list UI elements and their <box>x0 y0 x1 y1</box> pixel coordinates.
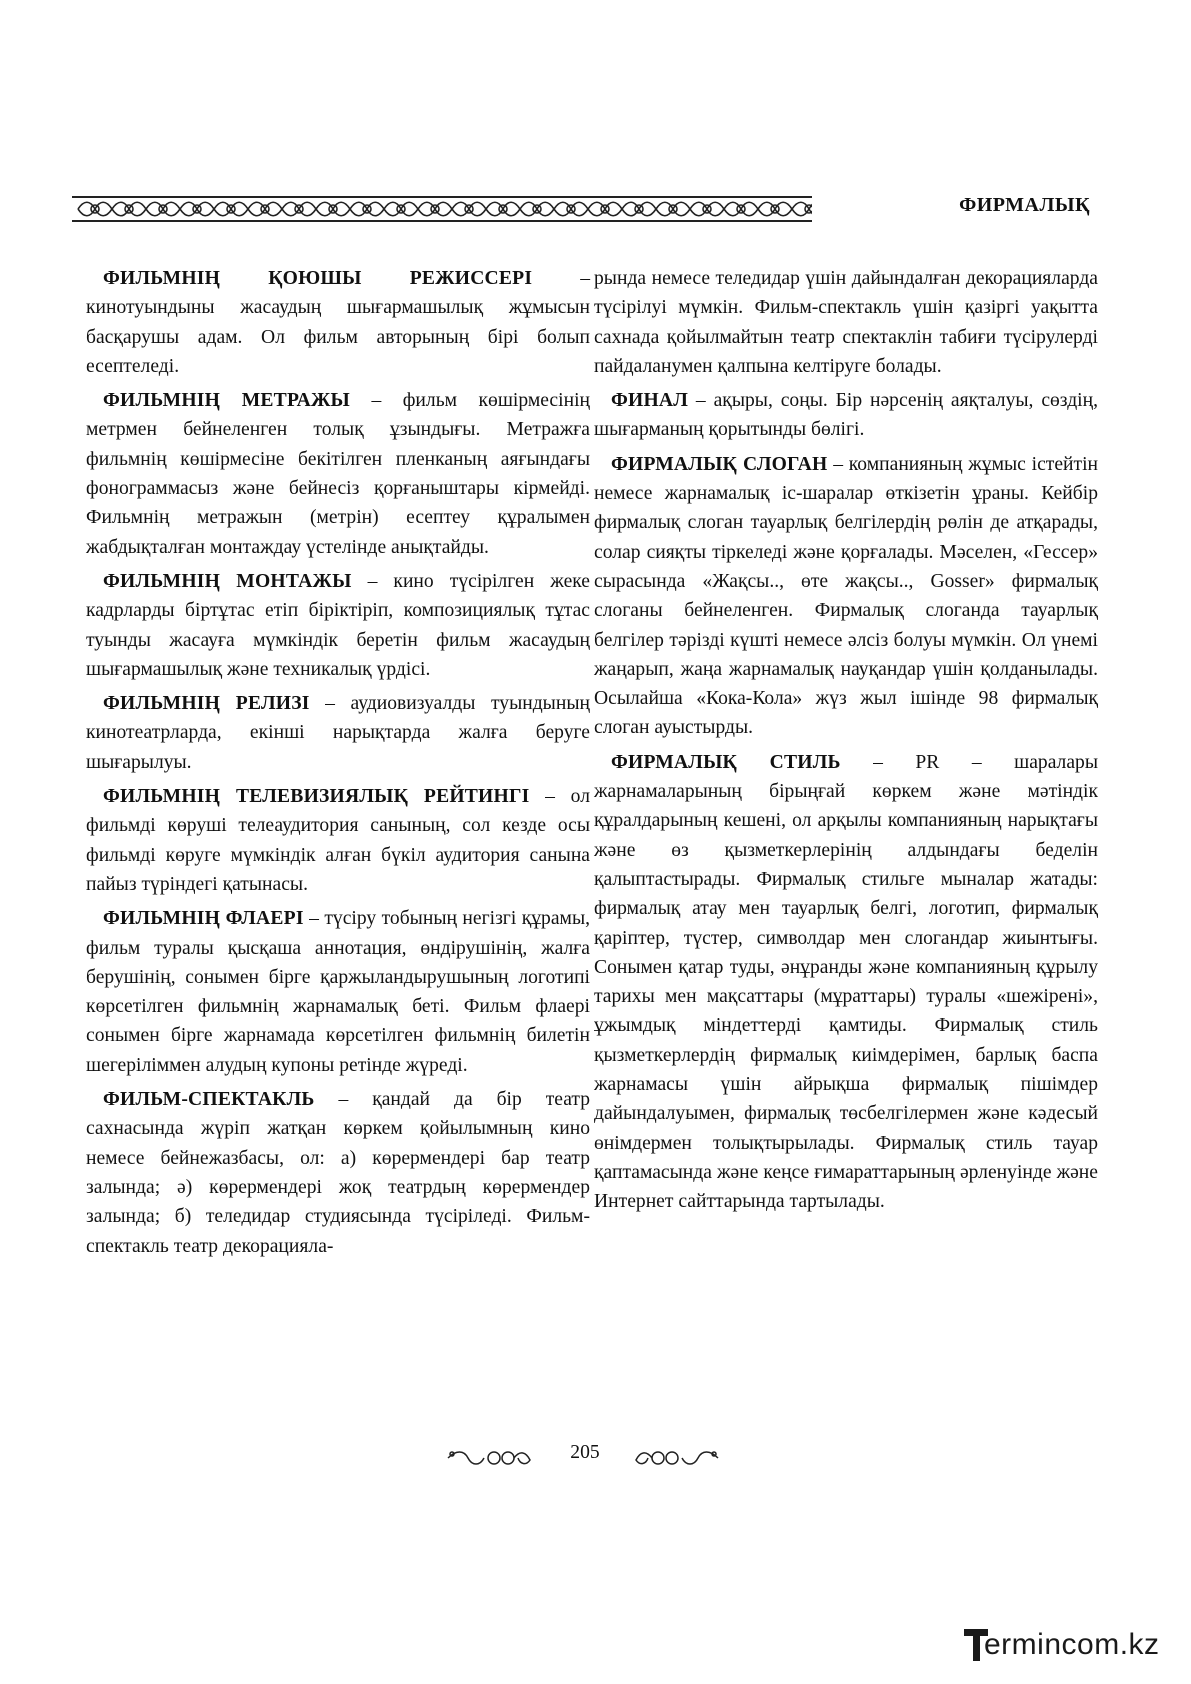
dictionary-entry <box>86 386 590 562</box>
entry-term: ФИЛЬМНІҢ РЕЛИЗІ <box>103 693 310 715</box>
entry-term: ФИЛЬМНІҢ ФЛАЕРІ <box>103 908 304 930</box>
dictionary-entry <box>86 782 590 899</box>
running-head: ФИРМАЛЫҚ <box>959 194 1090 216</box>
entry-definition: – кино түсірілген жеке кадрларды біртұтас етіп біріктіріп, композициялық тұтас туынды жасауға мүмкіндік беретін фильм жасаудың шығармашылық және техникалық үрдісі. <box>86 570 590 680</box>
page-number: 205 <box>570 1442 600 1463</box>
entry-definition: – қандай да бір театр сахнасында жүріп жатқан көркем қойылымның кино немесе бейнежазбасы, ол: а) көрермендері бар театр залында; ә) көрермендері жоқ театрдың көрермендер залында; б) теледидар студиясында түсіріледі. Фильм-спектакль театр декорацияла- <box>86 1089 590 1257</box>
entry-definition: – түсіру тобының негізгі құрамы, фильм туралы қысқаша аннотация, өндірушінің, жалға берушінің, сонымен бірге қаржыландырушының логотипі көрсетілген фильмнің жарнамалық беті. Фильм флаері сонымен бірге жарнамада көрсетілген фильмнің билетін шегеріліммен алудың купоны ретінде жүреді. <box>86 908 591 1076</box>
entry-definition: – ақыры, соңы. Бір нәрсенің аяқталуы, сөздің, шығарманың қорытынды бөлігі. <box>594 390 1098 441</box>
entry-term: ФИЛЬМ-СПЕКТАКЛЬ <box>103 1089 315 1111</box>
dictionary-entry <box>86 264 590 381</box>
header-ornament-band <box>72 194 812 224</box>
entry-term: ФИЛЬМНІҢ МЕТРАЖЫ <box>103 390 350 412</box>
dictionary-entry <box>86 567 590 684</box>
dictionary-entry <box>594 450 1098 743</box>
entry-term: ФИЛЬМНІҢ ТЕЛЕВИЗИЯЛЫҚ РЕЙТИНГІ <box>103 786 530 808</box>
entry-definition: – аудиовизуалды туындының кинотеатрларда, екінші нарықтарда жалға беруге шығарылуы. <box>86 693 590 773</box>
watermark-logo <box>964 1627 1174 1667</box>
dictionary-entry-continuation <box>594 264 1098 381</box>
dictionary-entry <box>86 689 590 777</box>
dictionary-entry <box>86 904 590 1080</box>
entry-definition: – компанияның жұмыс істейтін немесе жарнамалық іс-шаралар өткізетін ұраны. Кейбір фирмалық слоган тауарлық белгілердің рөлін де атқарады, солар сияқты тіркеледі және қорғалады. Мәселен, «Гессер» сырасында «Жақсы.., өте жақсы.., Gosser» фирмалық слоганы бейнеленген. Фирмалық слоганда тауарлық белгілер тәрізді күшті немесе әлсіз болуы мүмкін. Ол үнемі жаңарып, жаңа жарнамалық науқандар үшін қолданылады. Осылайша «Кока-Кола» жүз жыл ішінде 98 фирмалық слоган ауыстырды. <box>594 453 1099 739</box>
entry-term: ФИНАЛ <box>611 390 689 412</box>
entry-definition: – фильм көшірмесінің метрмен бейнеленген толық ұзындығы. Метражға фильмнің көшірмесіне бекітілген пленканың аяғындағы фонограммасыз және бейнесіз қорғаныштары кірмейді. Фильмнің метражын (метрін) есептеу құралымен жабдықталған монтаждау үстелінде анықтайды. <box>86 390 590 558</box>
entry-term: ФИРМАЛЫҚ СЛОГАН <box>611 453 828 475</box>
watermark-text: ermincom.kz <box>984 1628 1160 1661</box>
left-column <box>86 264 590 1266</box>
footer-ornament-left <box>446 1446 532 1470</box>
dictionary-entry <box>594 386 1098 445</box>
dictionary-entry <box>86 1085 590 1261</box>
entry-term: ФИЛЬМНІҢ ҚОЮШЫ РЕЖИССЕРІ <box>103 268 533 289</box>
dictionary-entry <box>594 748 1098 1217</box>
footer-ornament-right <box>634 1446 720 1470</box>
entry-term: ФИРМАЛЫҚ СТИЛЬ <box>611 751 841 773</box>
entry-definition: – ол фильмді көруші телеаудитория санының, сол кезде осы фильмді көруге мүмкіндік алған бүкіл аудитория санына пайыз түріндегі қатынасы. <box>86 786 590 895</box>
entry-definition: – PR – шаралары жарнамаларының бірыңғай көркем және мәтіндік құралдарының кешені, ол арқылы компанияның нарықтағы және өз қызметкерлерінің алдындағы беделін қалыптастырады. Фирмалық стильге мыналар жатады: фирмалық атау мен тауарлық белгі, логотип, фирмалық қаріптер, түстер, символдар мен слогандар жиынтығы. Сонымен қатар туды, әнұранды және компанияның құрылу тарихы мен мақсаттары (мұраттары) туралы «шежірені», ұжымдық міндеттерді қамтиды. Фирмалық стиль қызметкерлердің фирмалық киімдерімен, барлық баспа жарнамасы үшін айрықша фирмалық пішімдер дайындалуымен, фирмалық төсбелгілермен және кәдесый өнімдермен толықтырылады. Фирмалық стиль тауар қаптамасында және кеңсе ғимараттарының әрленуінде және Интернет сайттарында тартылады. <box>594 751 1098 1213</box>
right-column <box>594 264 1098 1222</box>
entry-definition: рында немесе теледидар үшін дайындалған декорацияларда түсірілуі мүмкін. Фильм-спектакль үшін қазіргі уақытта сахнада қойылмайтын театр спектаклін табиғи түсірулерді пайдаланумен қалпына келтіруге болады. <box>594 268 1098 377</box>
entry-term: ФИЛЬМНІҢ МОНТАЖЫ <box>103 570 352 592</box>
entry-definition: – кинотуындыны жасаудың шығармашылық жұмысын басқарушы адам. Ол фильм авторының бірі болып есептеледі. <box>86 268 590 377</box>
